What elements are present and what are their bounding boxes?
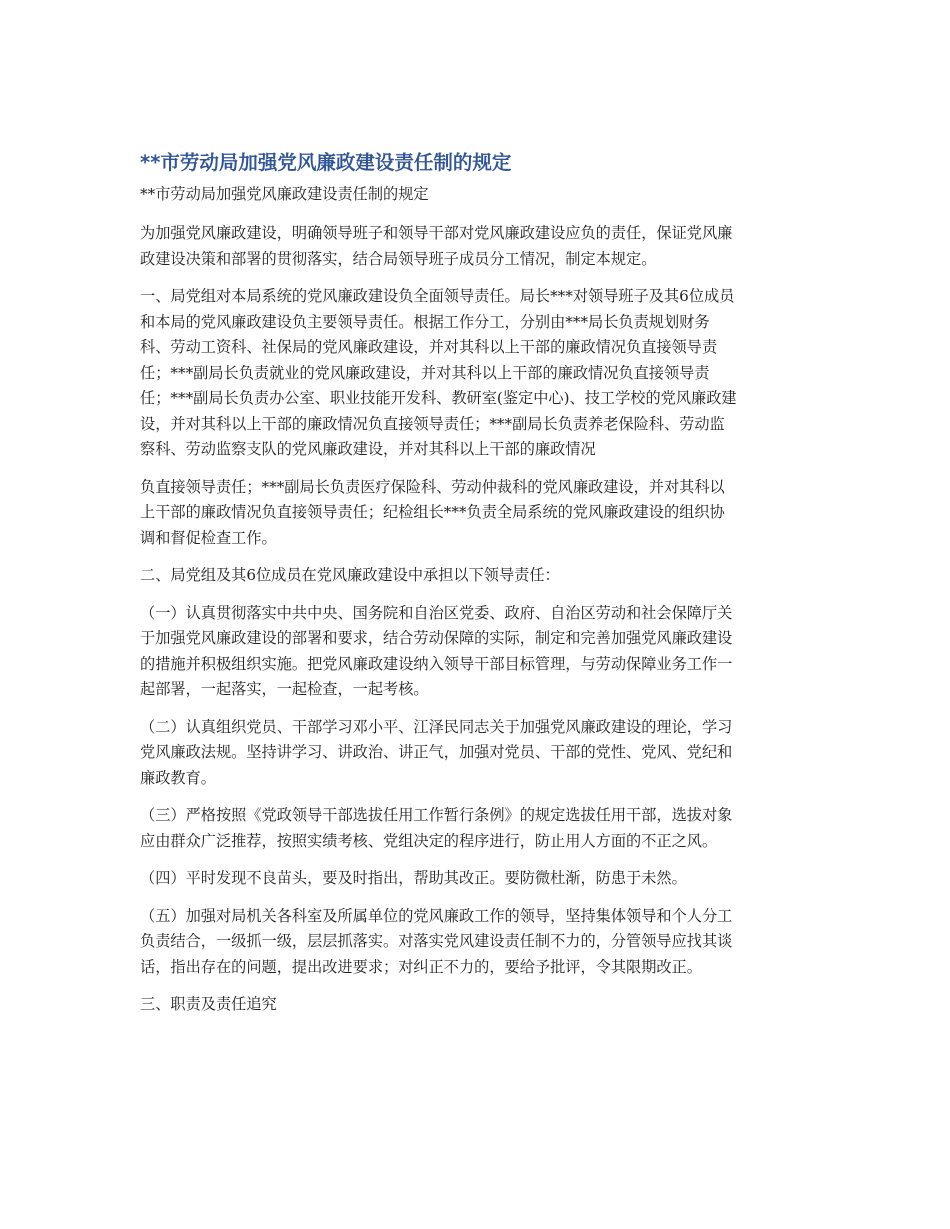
paragraph-line: 察科、劳动监察支队的党风廉政建设，并对其科以上干部的廉政情况 [140,440,596,458]
paragraph [140,475,810,552]
paragraph-line: 起部署，一起落实，一起检查，一起考核。 [140,680,429,698]
paragraph-line: 任；***副局长负责就业的党风廉政建设，并对其科以上干部的廉政情况负直接领导责 [140,363,710,382]
paragraph [140,221,810,272]
paragraph-line: 廉政教育。 [140,768,216,787]
paragraph-line: （一）认真贯彻落实中共中央、国务院和自治区党委、政府、自治区劳动和社会保障厅关 [140,603,733,622]
document-page [140,148,810,1030]
paragraph [140,601,810,703]
paragraph-line: 于加强党风廉政建设的部署和要求，结合劳动保障的实际，制定和完善加强党风廉政建设 [140,629,733,647]
paragraph-line: （二）认真组织党员、干部学习邓小平、江泽民同志关于加强党风廉政建设的理论，学习 [140,717,733,736]
paragraph-line: 负责结合，一级抓一级，层层抓落实。对落实党风建设责任制不力的，分管领导应找其谈 [140,932,733,950]
paragraph-line: 的措施并积极组织实施。把党风廉政建设纳入领导干部目标管理，与劳动保障业务工作一 [140,654,733,673]
paragraph-line: 调和督促检查工作。 [140,528,277,547]
paragraph [140,992,810,1018]
paragraph [140,284,810,463]
paragraph-line: 一、局党组对本局系统的党风廉政建设负全面领导责任。局长***对领导班子及其6位成员 [140,287,735,305]
paragraph-line: 任；***副局长负责办公室、职业技能开发科、教研室(鉴定中心)、技工学校的党风廉政建 [140,389,737,407]
paragraph-line: 应由群众广泛推荐，按照实绩考核、党组决定的程序进行，防止用人方面的不正之风。 [140,831,718,850]
document-body [140,221,810,1018]
paragraph-line: 负直接领导责任；***副局长负责医疗保险科、劳动仲裁科的党风廉政建设，并对其科以 [140,477,725,496]
document-title: **市劳动局加强党风廉政建设责任制的规定 [140,151,512,174]
paragraph-line: 为加强党风廉政建设，明确领导班子和领导干部对党风廉政建设应负的责任，保证党风廉 [140,224,733,242]
paragraph-line: 设，并对其科以上干部的廉政情况负直接领导责任；***副局长负责养老保险科、劳动监 [140,414,725,433]
paragraph-line: 党风廉政法规。坚持讲学习、讲政治、讲正气，加强对党员、干部的党性、党风、党纪和 [140,743,733,761]
paragraph-line: 政建设决策和部署的贯彻落实，结合局领导班子成员分工情况，制定本规定。 [140,249,657,268]
paragraph-line: 和本局的党风廉政建设负主要领导责任。根据工作分工，分别由***局长负责规划财务 [140,312,710,331]
paragraph [140,715,810,792]
paragraph-line: 二、局党组及其6位成员在党风廉政建设中承担以下领导责任： [140,566,560,584]
paragraph-line: （五）加强对局机关各科室及所属单位的党风廉政工作的领导，坚持集体领导和个人分工 [140,906,733,925]
paragraph [140,563,810,589]
paragraph [140,866,810,892]
paragraph-line: 三、职责及责任追究 [140,995,277,1013]
paragraph-line: 上干部的廉政情况负直接领导责任；纪检组长***负责全局系统的党风廉政建设的组织协 [140,503,725,521]
paragraph [140,904,810,981]
paragraph-line: （四）平时发现不良苗头，要及时指出，帮助其改正。要防微杜渐，防患于未然。 [140,869,687,887]
paragraph-line: 话，指出存在的问题，提出改进要求；对纠正不力的，要给予批评，令其限期改正。 [140,957,702,976]
paragraph-line: （三）严格按照《党政领导干部选拔任用工作暂行条例》的规定选拔任用干部，选拔对象 [140,806,733,824]
paragraph [140,803,810,854]
document-subtitle: **市劳动局加强党风廉政建设责任制的规定 [140,185,429,203]
paragraph-line: 科、劳动工资科、社保局的党风廉政建设，并对其科以上干部的廉政情况负直接领导责 [140,338,718,356]
